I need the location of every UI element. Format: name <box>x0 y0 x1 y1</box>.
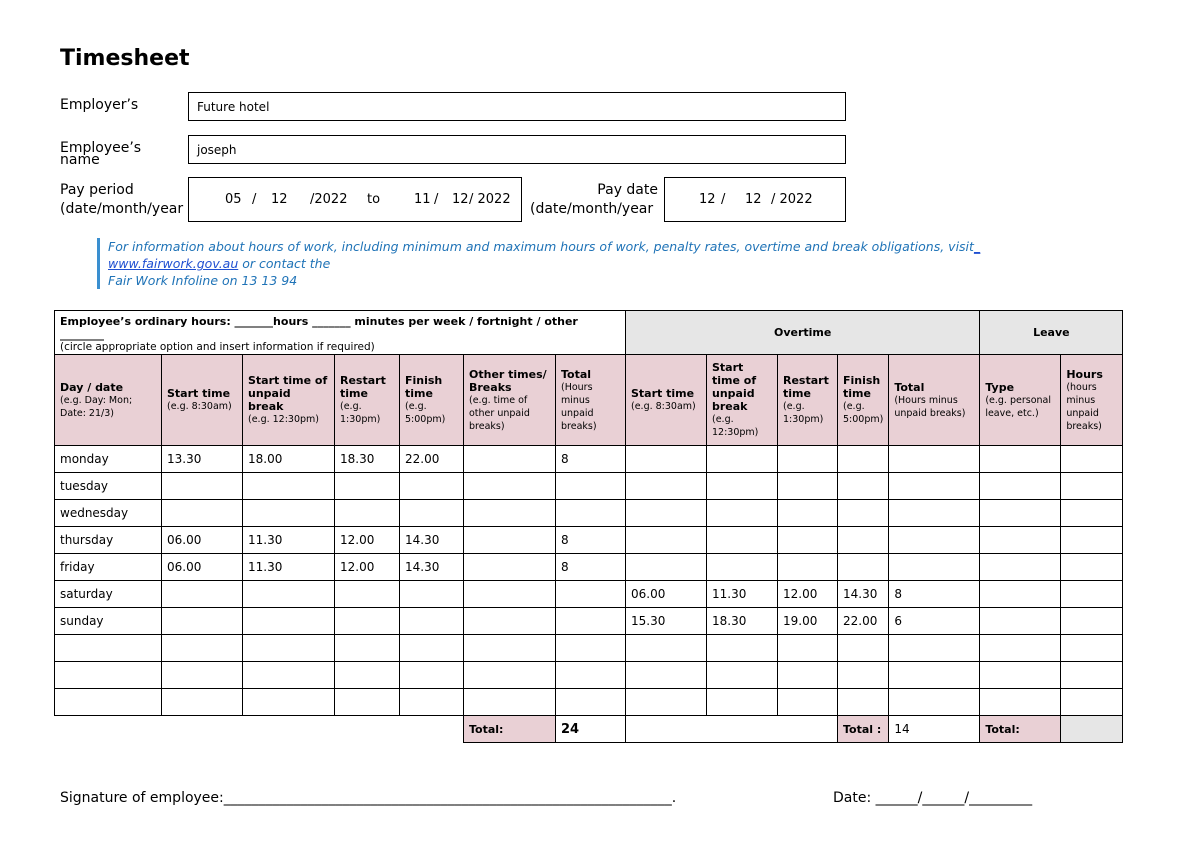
day-cell[interactable]: sunday <box>55 608 162 635</box>
day-cell[interactable]: saturday <box>55 581 162 608</box>
column-header: Restart time (e.g. 1:30pm) <box>778 355 838 446</box>
employee-label-cut: name <box>60 152 100 168</box>
total-leave-value <box>1061 716 1123 743</box>
employer-field[interactable]: Future hotel <box>188 92 846 121</box>
time-cell[interactable]: 14.30 <box>838 581 889 608</box>
time-cell[interactable] <box>243 635 335 662</box>
employer-label: Employer’s <box>60 97 139 113</box>
time-cell[interactable] <box>838 554 889 581</box>
time-cell[interactable]: 6 <box>889 608 980 635</box>
time-cell[interactable] <box>400 689 464 716</box>
time-cell[interactable] <box>162 608 243 635</box>
from-year: /2022 <box>310 192 348 207</box>
time-cell[interactable] <box>243 581 335 608</box>
time-cell[interactable] <box>243 608 335 635</box>
time-cell[interactable] <box>707 635 778 662</box>
time-cell[interactable] <box>707 500 778 527</box>
time-cell[interactable] <box>889 446 980 473</box>
day-cell[interactable] <box>55 662 162 689</box>
column-header: Type (e.g. personal leave, etc.) <box>980 355 1061 446</box>
time-cell[interactable] <box>162 662 243 689</box>
column-header: Restart time (e.g. 1:30pm) <box>335 355 400 446</box>
time-cell[interactable] <box>980 500 1061 527</box>
to-label: to <box>367 192 381 207</box>
time-cell[interactable] <box>335 662 400 689</box>
time-cell[interactable]: 13.30 <box>162 446 243 473</box>
time-cell[interactable] <box>707 446 778 473</box>
time-cell[interactable] <box>889 662 980 689</box>
time-cell[interactable]: 8 <box>556 446 626 473</box>
time-cell[interactable] <box>464 608 556 635</box>
time-cell[interactable] <box>889 473 980 500</box>
time-cell[interactable] <box>626 662 707 689</box>
table-row <box>55 608 1123 635</box>
time-cell[interactable] <box>838 662 889 689</box>
time-cell[interactable] <box>838 500 889 527</box>
time-cell[interactable] <box>162 689 243 716</box>
table-row <box>55 662 1123 689</box>
pay-date-label: Pay date (date/month/year <box>530 182 658 217</box>
column-header: Total (Hours minus unpaid breaks) <box>889 355 980 446</box>
to-year: / 2022 <box>469 192 511 207</box>
column-header: Total (Hours minus unpaid breaks) <box>556 355 626 446</box>
time-cell[interactable] <box>778 635 838 662</box>
time-cell[interactable] <box>1061 635 1123 662</box>
table-row <box>55 635 1123 662</box>
time-cell[interactable]: 06.00 <box>162 554 243 581</box>
time-cell[interactable] <box>1061 554 1123 581</box>
column-header: Start time (e.g. 8:30am) <box>162 355 243 446</box>
time-cell[interactable] <box>980 662 1061 689</box>
time-cell[interactable] <box>1061 446 1123 473</box>
time-cell[interactable] <box>838 527 889 554</box>
time-cell[interactable] <box>556 689 626 716</box>
fairwork-link[interactable]: www.fairwork.gov.au <box>108 256 239 271</box>
total-ordinary-label: Total: <box>464 716 556 743</box>
time-cell[interactable] <box>707 527 778 554</box>
time-cell[interactable] <box>980 446 1061 473</box>
time-cell[interactable]: 06.00 <box>162 527 243 554</box>
pay-period-label: Pay period (date/month/year <box>60 182 184 217</box>
time-cell[interactable] <box>778 662 838 689</box>
time-cell[interactable]: 11.30 <box>243 527 335 554</box>
time-cell[interactable] <box>980 608 1061 635</box>
table-row <box>55 473 1123 500</box>
time-cell[interactable] <box>400 581 464 608</box>
table-row <box>55 554 1123 581</box>
time-cell[interactable] <box>980 554 1061 581</box>
time-cell[interactable] <box>556 473 626 500</box>
column-header: Finish time (e.g. 5:00pm) <box>400 355 464 446</box>
to-day: 11 <box>414 192 431 207</box>
info-note: For information about hours of work, including minimum and maximum hours of work, penalty rates, overtime and break obligations, visit_ www.fairwork.gov.au or contact the Fair Work Infoline on 13 13 94 <box>97 238 1058 289</box>
time-cell[interactable]: 15.30 <box>626 608 707 635</box>
time-cell[interactable] <box>556 500 626 527</box>
time-cell[interactable] <box>889 500 980 527</box>
time-cell[interactable] <box>778 689 838 716</box>
time-cell[interactable] <box>626 635 707 662</box>
total-overtime-value: 14 <box>889 716 980 743</box>
time-cell[interactable]: 8 <box>556 554 626 581</box>
time-cell[interactable] <box>778 446 838 473</box>
time-cell[interactable] <box>778 527 838 554</box>
table-row <box>55 500 1123 527</box>
time-cell[interactable] <box>162 500 243 527</box>
column-header: Start time (e.g. 8:30am) <box>626 355 707 446</box>
column-header: Start time of unpaid break (e.g. 12:30pm) <box>243 355 335 446</box>
time-cell[interactable] <box>556 635 626 662</box>
time-cell[interactable] <box>980 689 1061 716</box>
time-cell[interactable] <box>243 662 335 689</box>
time-cell[interactable] <box>464 554 556 581</box>
time-cell[interactable] <box>778 554 838 581</box>
table-row <box>55 581 1123 608</box>
ordinary-hours-header: Employee’s ordinary hours: _______hours _______ minutes per week / fortnight / other ________ (circle appropriate option and insert information if required) <box>55 311 626 355</box>
time-cell[interactable] <box>626 446 707 473</box>
leave-header: Leave <box>980 311 1123 355</box>
time-cell[interactable]: 22.00 <box>838 608 889 635</box>
time-cell[interactable] <box>707 689 778 716</box>
time-cell[interactable] <box>838 689 889 716</box>
employee-field[interactable]: joseph <box>188 135 846 164</box>
day-cell[interactable]: monday <box>55 446 162 473</box>
time-cell[interactable] <box>335 689 400 716</box>
overtime-header: Overtime <box>626 311 980 355</box>
time-cell[interactable] <box>162 473 243 500</box>
time-cell[interactable] <box>464 662 556 689</box>
time-cell[interactable]: 12.00 <box>778 581 838 608</box>
time-cell[interactable]: 22.00 <box>400 446 464 473</box>
time-cell[interactable] <box>556 608 626 635</box>
total-leave-label: Total: <box>980 716 1061 743</box>
time-cell[interactable] <box>1061 500 1123 527</box>
time-cell[interactable] <box>162 635 243 662</box>
column-header: Start time of unpaid break (e.g. 12:30pm) <box>707 355 778 446</box>
sep: / <box>252 192 257 207</box>
table-row <box>55 446 1123 473</box>
column-header: Finish time (e.g. 5:00pm) <box>838 355 889 446</box>
pay-year: / 2022 <box>771 192 813 207</box>
time-cell[interactable]: 19.00 <box>778 608 838 635</box>
time-cell[interactable] <box>464 581 556 608</box>
page-title: Timesheet <box>60 46 190 71</box>
time-cell[interactable] <box>980 473 1061 500</box>
time-cell[interactable] <box>464 527 556 554</box>
time-cell[interactable] <box>707 662 778 689</box>
pay-period-field[interactable] <box>188 177 522 222</box>
signature-line: Signature of employee:________________________________________________________________. <box>60 790 677 806</box>
time-cell[interactable] <box>838 446 889 473</box>
total-overtime-label: Total : <box>838 716 889 743</box>
time-cell[interactable] <box>889 527 980 554</box>
time-cell[interactable]: 18.30 <box>335 446 400 473</box>
time-cell[interactable] <box>778 500 838 527</box>
time-cell[interactable] <box>400 500 464 527</box>
pay-date-field[interactable] <box>664 177 846 222</box>
column-header: Other times/ Breaks (e.g. time of other unpaid breaks) <box>464 355 556 446</box>
time-cell[interactable] <box>464 635 556 662</box>
time-cell[interactable] <box>335 581 400 608</box>
time-cell[interactable] <box>464 473 556 500</box>
time-cell[interactable]: 12.00 <box>335 527 400 554</box>
time-cell[interactable] <box>1061 527 1123 554</box>
time-cell[interactable] <box>626 554 707 581</box>
time-cell[interactable] <box>464 689 556 716</box>
time-cell[interactable] <box>838 473 889 500</box>
day-cell[interactable]: wednesday <box>55 500 162 527</box>
sep: / <box>434 192 439 207</box>
from-month: 12 <box>271 192 288 207</box>
time-cell[interactable] <box>400 662 464 689</box>
table-row <box>55 527 1123 554</box>
time-cell[interactable]: 12.00 <box>335 554 400 581</box>
employee-label: Employee’s <box>60 140 142 156</box>
time-cell[interactable] <box>626 527 707 554</box>
time-cell[interactable] <box>707 554 778 581</box>
date-line: Date: ______/______/_________ <box>833 790 1033 806</box>
time-cell[interactable]: 8 <box>556 527 626 554</box>
time-cell[interactable] <box>243 500 335 527</box>
day-cell[interactable]: friday <box>55 554 162 581</box>
time-cell[interactable] <box>889 689 980 716</box>
time-cell[interactable]: 11.30 <box>243 554 335 581</box>
time-cell[interactable]: 14.30 <box>400 554 464 581</box>
pay-month: 12 <box>745 192 762 207</box>
sep: / <box>721 192 726 207</box>
time-cell[interactable] <box>243 473 335 500</box>
day-cell[interactable] <box>55 689 162 716</box>
time-cell[interactable] <box>707 473 778 500</box>
time-cell[interactable]: 18.00 <box>243 446 335 473</box>
time-cell[interactable] <box>335 608 400 635</box>
time-cell[interactable] <box>838 635 889 662</box>
time-cell[interactable]: 18.30 <box>707 608 778 635</box>
time-cell[interactable] <box>400 635 464 662</box>
time-cell[interactable] <box>626 500 707 527</box>
time-cell[interactable] <box>243 689 335 716</box>
time-cell[interactable] <box>1061 662 1123 689</box>
time-cell[interactable] <box>162 581 243 608</box>
time-cell[interactable] <box>626 473 707 500</box>
column-header: Day / date (e.g. Day: Mon; Date: 21/3) <box>55 355 162 446</box>
time-cell[interactable] <box>1061 689 1123 716</box>
time-cell[interactable] <box>400 608 464 635</box>
day-cell[interactable] <box>55 635 162 662</box>
time-cell[interactable] <box>778 473 838 500</box>
table-row <box>55 689 1123 716</box>
time-cell[interactable] <box>556 581 626 608</box>
time-cell[interactable] <box>464 500 556 527</box>
day-cell[interactable]: tuesday <box>55 473 162 500</box>
timesheet-table <box>54 310 1123 743</box>
time-cell[interactable] <box>980 635 1061 662</box>
column-header: Hours (hours minus unpaid breaks) <box>1061 355 1123 446</box>
time-cell[interactable] <box>1061 608 1123 635</box>
time-cell[interactable] <box>626 689 707 716</box>
time-cell[interactable]: 14.30 <box>400 527 464 554</box>
day-cell[interactable]: thursday <box>55 527 162 554</box>
time-cell[interactable] <box>1061 473 1123 500</box>
time-cell[interactable] <box>400 473 464 500</box>
time-cell[interactable] <box>464 446 556 473</box>
time-cell[interactable] <box>889 554 980 581</box>
time-cell[interactable] <box>1061 581 1123 608</box>
time-cell[interactable]: 11.30 <box>707 581 778 608</box>
time-cell[interactable] <box>335 635 400 662</box>
time-cell[interactable]: 06.00 <box>626 581 707 608</box>
time-cell[interactable] <box>980 527 1061 554</box>
time-cell[interactable] <box>980 581 1061 608</box>
to-month: 12 <box>452 192 469 207</box>
time-cell[interactable]: 8 <box>889 581 980 608</box>
time-cell[interactable] <box>889 635 980 662</box>
total-ordinary-value: 24 <box>556 716 626 743</box>
from-day: 05 <box>225 192 242 207</box>
time-cell[interactable] <box>335 473 400 500</box>
time-cell[interactable] <box>556 662 626 689</box>
time-cell[interactable] <box>335 500 400 527</box>
pay-day: 12 <box>699 192 716 207</box>
